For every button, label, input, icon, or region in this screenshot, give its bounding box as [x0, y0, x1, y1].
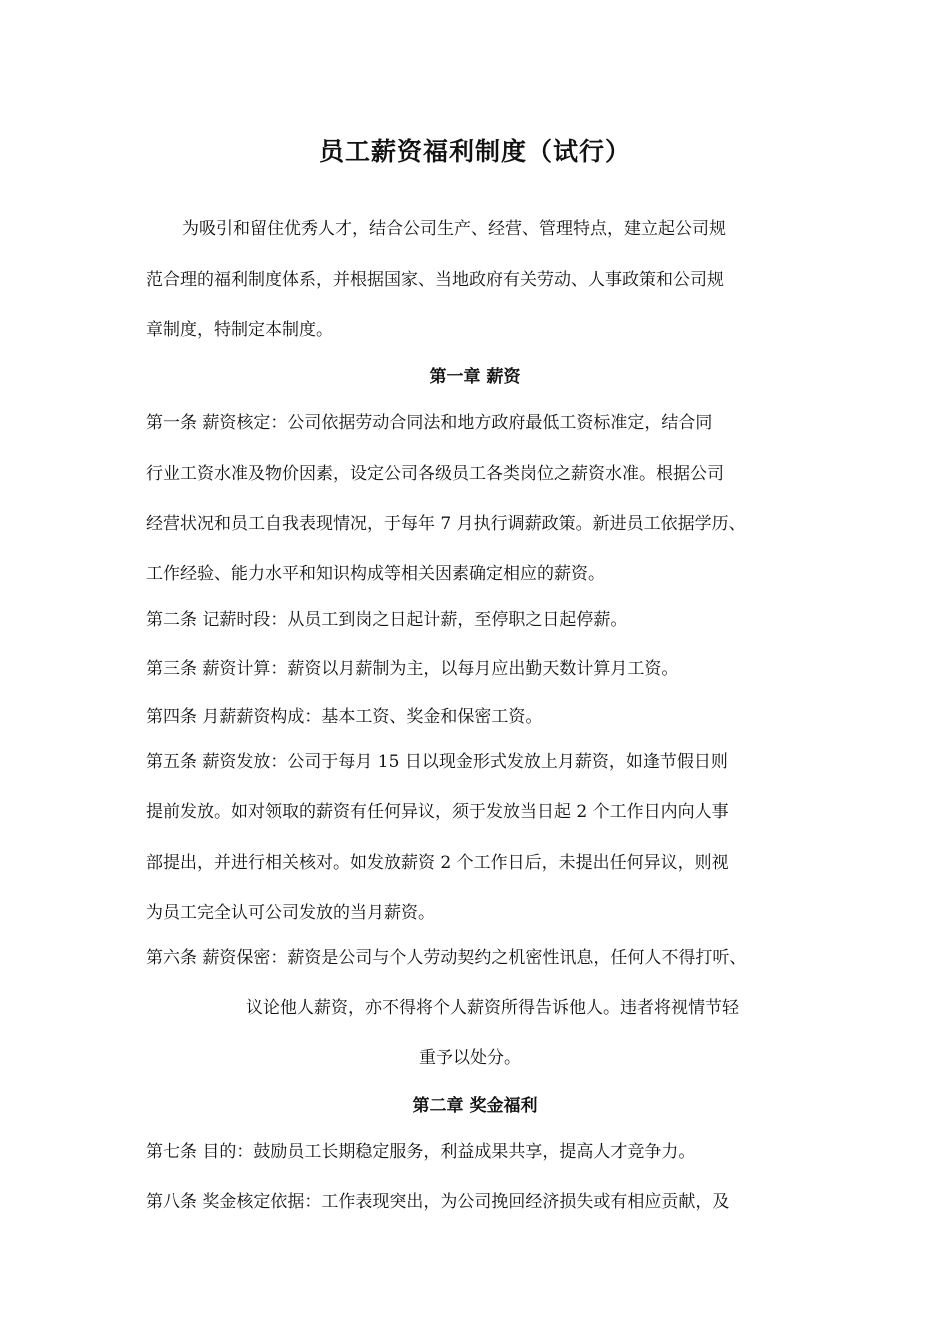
- article-1-line-1: 第一条 薪资核定：公司依据劳动合同法和地方政府最低工资标准定，结合同: [146, 413, 713, 433]
- article-5-line-2: 提前发放。如对领取的薪资有任何异议，须于发放当日起 2 个工作日内向人事: [146, 802, 729, 822]
- article-6-line-2: 议论他人薪资，亦不得将个人薪资所得告诉他人。违者将视情节轻: [246, 998, 739, 1018]
- article-4: 第四条 月薪薪资构成：基本工资、奖金和保密工资。: [146, 707, 543, 727]
- article-1-line-3: 经营状况和员工自我表现情况，于每年 7 月执行调薪政策。新进员工依据学历、: [146, 514, 746, 534]
- chapter-1-heading: 第一章 薪资: [429, 367, 521, 387]
- article-1-line-4: 工作经验、能力水平和知识构成等相关因素确定相应的薪资。: [146, 564, 605, 584]
- article-8-line-1: 第八条 奖金核定依据：工作表现突出，为公司挽回经济损失或有相应贡献，及: [146, 1192, 730, 1212]
- chapter-2-heading: 第二章 奖金福利: [412, 1096, 538, 1116]
- article-6-line-1: 第六条 薪资保密：薪资是公司与个人劳动契约之机密性讯息，任何人不得打听、: [146, 948, 747, 968]
- intro-line-3: 章制度，特制定本制度。: [146, 320, 333, 340]
- article-2: 第二条 记薪时段：从员工到岗之日起计薪，至停职之日起停薪。: [146, 610, 628, 630]
- article-6-line-3: 重予以处分。: [419, 1048, 521, 1068]
- article-5-line-3: 部提出，并进行相关核对。如发放薪资 2 个工作日后，未提出任何异议，则视: [146, 853, 729, 873]
- article-5-line-4: 为员工完全认可公司发放的当月薪资。: [146, 903, 435, 923]
- intro-line-1: 为吸引和留住优秀人才，结合公司生产、经营、管理特点，建立起公司规: [182, 219, 726, 239]
- intro-line-2: 范合理的福利制度体系，并根据国家、当地政府有关劳动、人事政策和公司规: [146, 270, 724, 290]
- article-3: 第三条 薪资计算：薪资以月薪制为主，以每月应出勤天数计算月工资。: [146, 659, 679, 679]
- article-7: 第七条 目的：鼓励员工长期稳定服务，利益成果共享，提高人才竞争力。: [146, 1142, 696, 1162]
- article-5-line-1: 第五条 薪资发放：公司于每月 15 日以现金形式发放上月薪资，如逢节假日则: [146, 752, 728, 772]
- article-1-line-2: 行业工资水准及物价因素，设定公司各级员工各类岗位之薪资水准。根据公司: [146, 464, 724, 484]
- document-title: 员工薪资福利制度（试行）: [318, 137, 631, 166]
